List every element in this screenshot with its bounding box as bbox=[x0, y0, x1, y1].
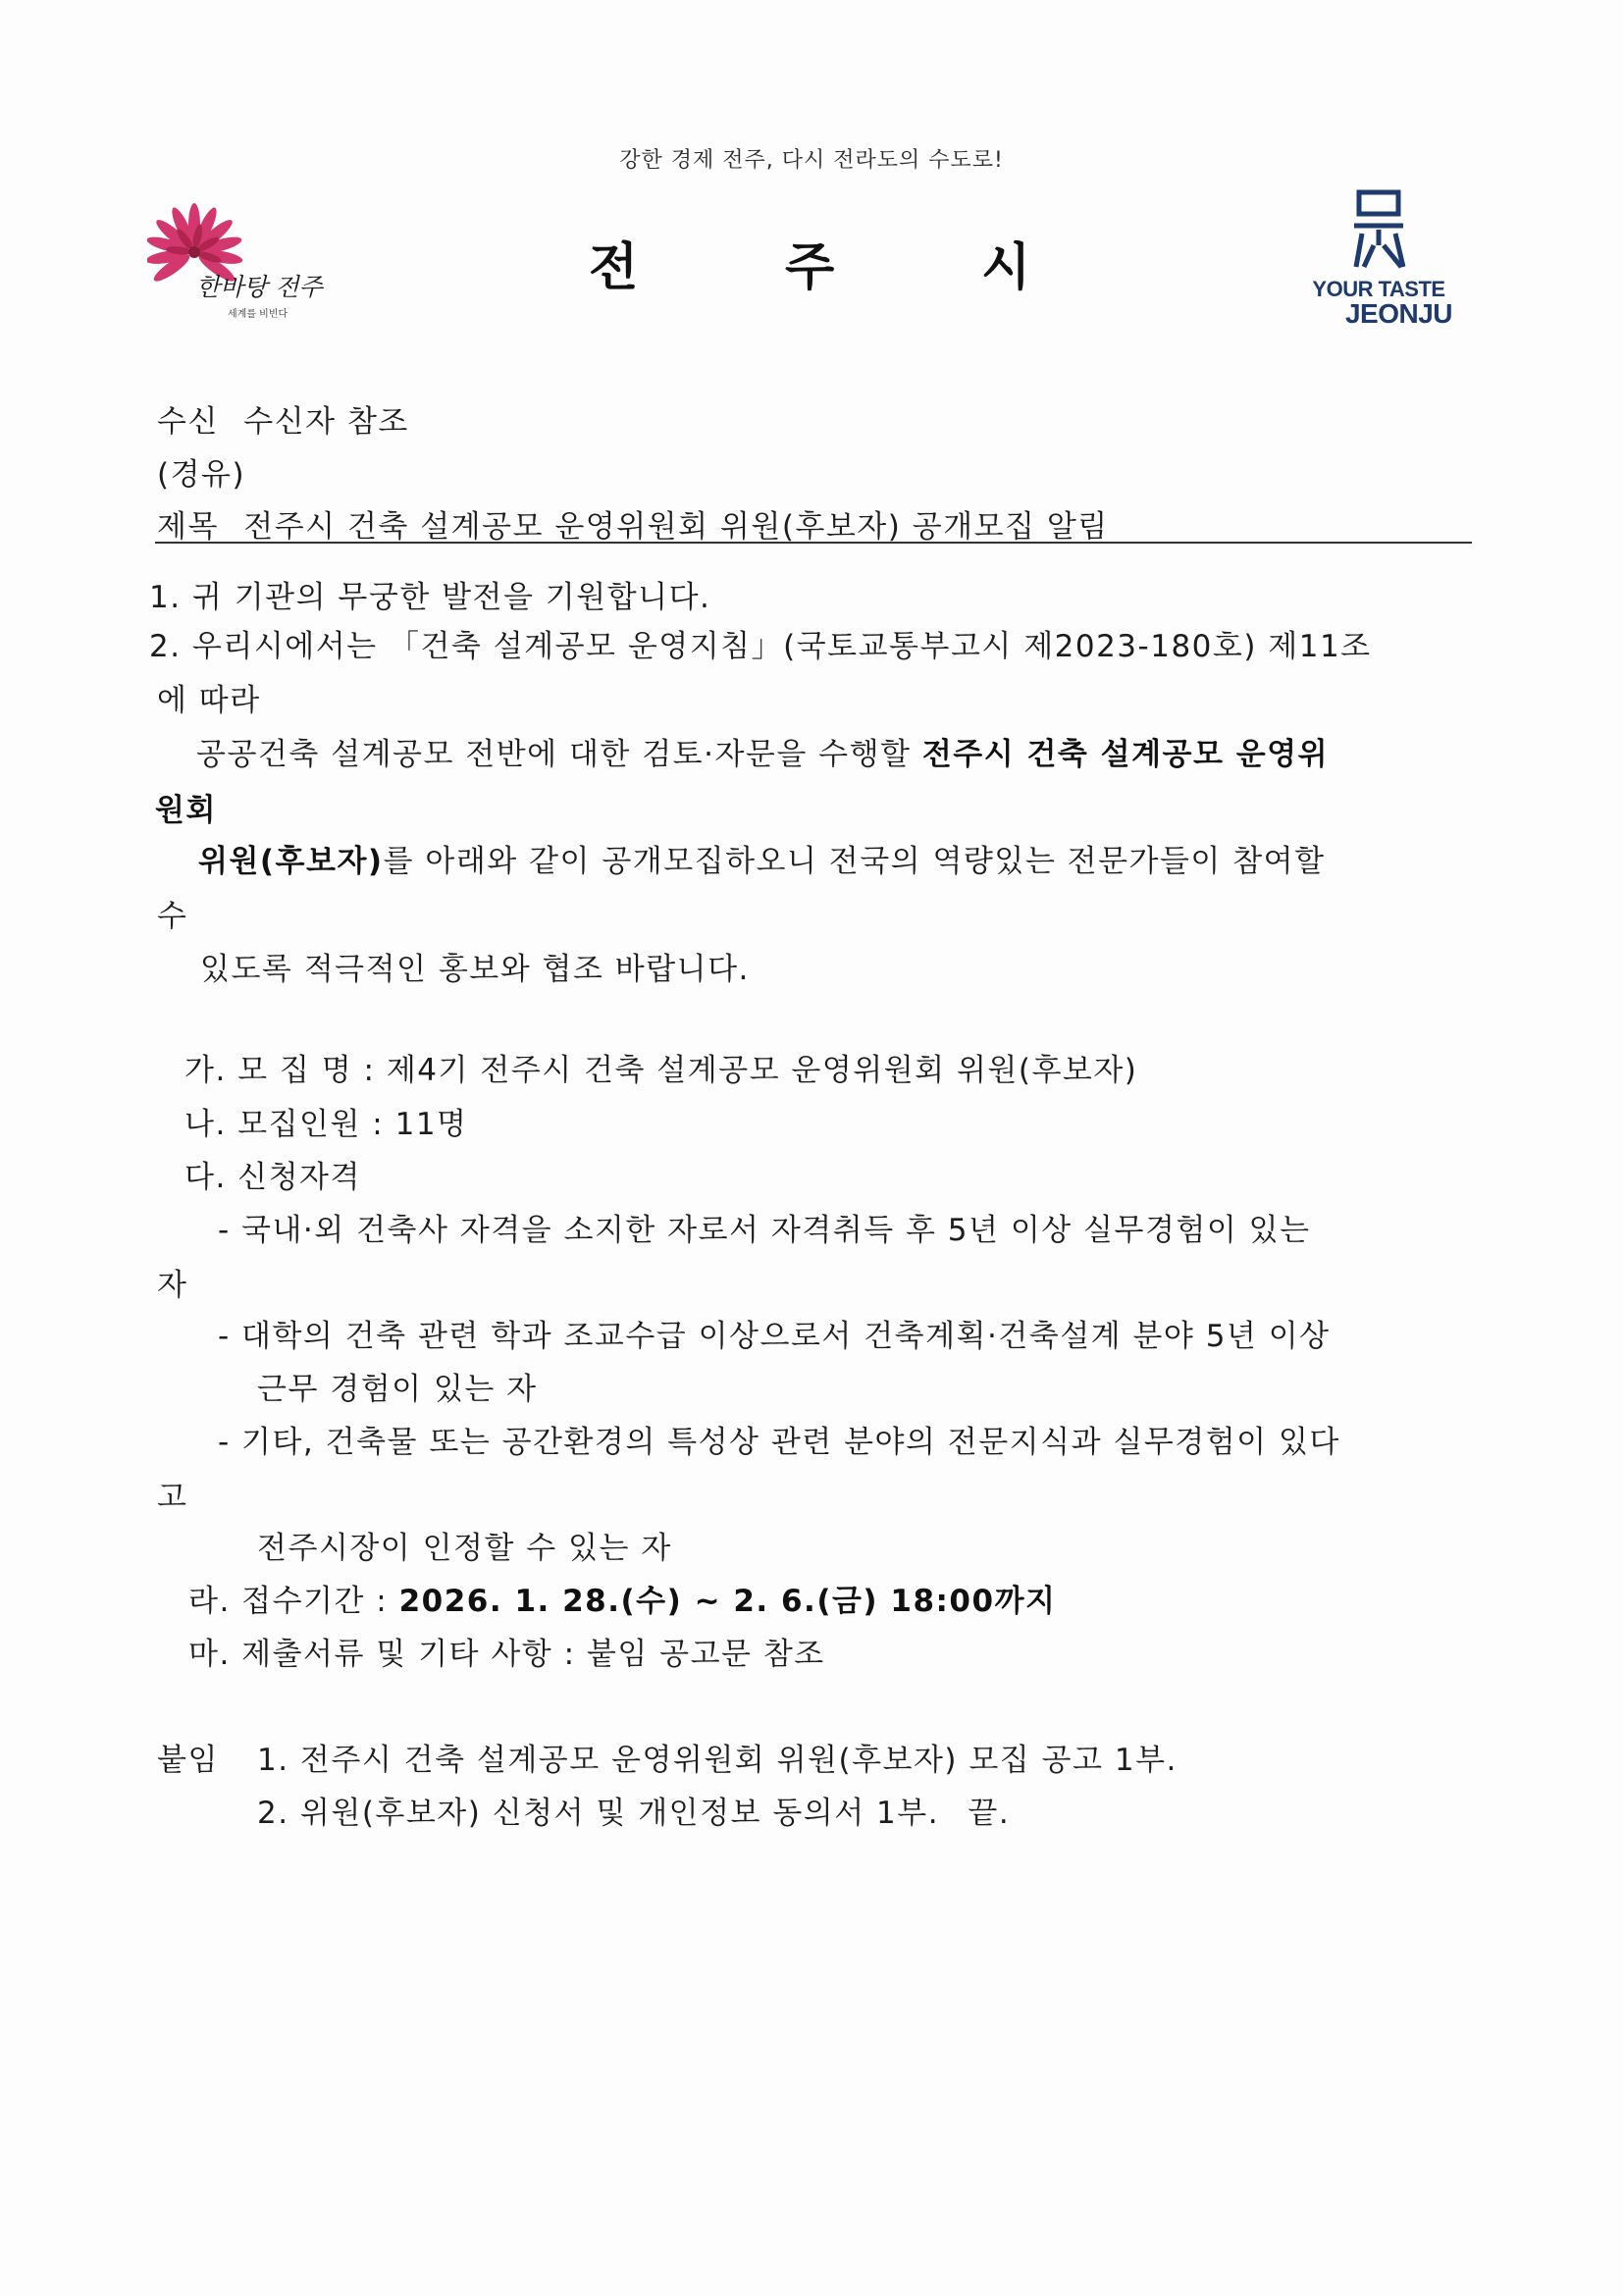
paragraph-2-line-3-text: 공공건축 설계공모 전반에 대한 검토·자문을 수행할 bbox=[196, 737, 922, 772]
logo-left-sub: 세계를 비빈다 bbox=[228, 309, 288, 320]
paragraph-1: 1. 귀 기관의 무궁한 발전을 기원합니다. bbox=[149, 580, 711, 615]
paragraph-2-line-3 bbox=[196, 729, 1329, 773]
item-da-1-cont: 자 bbox=[157, 1268, 188, 1303]
paragraph-2-line-5-bold: 위원(후보자) bbox=[198, 844, 384, 879]
attachment-item-1: 1. 전주시 건축 설계공모 운영위원회 위원(후보자) 모집 공고 1부. bbox=[257, 1743, 1178, 1778]
attachment-label: 붙임 bbox=[157, 1743, 219, 1778]
org-title-char-1: 전 bbox=[589, 238, 639, 297]
item-ra-label: 라. 접수기간 : bbox=[188, 1584, 399, 1619]
org-title-char-2: 주 bbox=[785, 238, 835, 297]
item-ra-value: 2026. 1. 28.(수) ~ 2. 6.(금) 18:00까지 bbox=[398, 1584, 1057, 1619]
subject-label: 제목 bbox=[157, 509, 219, 545]
item-da-3: - 기타, 건축물 또는 공간환경의 특성상 관련 분야의 전문지식과 실무경험이 있다 bbox=[218, 1425, 1340, 1460]
jeonju-symbol-icon bbox=[1305, 186, 1452, 277]
subject-line bbox=[157, 501, 1109, 546]
recipient-line bbox=[157, 396, 409, 441]
item-da-2-cont: 근무 경험이 있는 자 bbox=[257, 1372, 538, 1407]
jeonju-flower-logo bbox=[147, 201, 323, 329]
subject-value: 전주시 건축 설계공모 운영위원회 위원(후보자) 공개모집 알림 bbox=[243, 509, 1109, 545]
logo-right-line2: JEONJU bbox=[1344, 298, 1452, 329]
paragraph-2-line-4: 원회 bbox=[155, 793, 217, 828]
item-da-1: - 국내·외 건축사 자격을 소지한 자로서 자격취득 후 5년 이상 실무경험이 있는 bbox=[218, 1213, 1311, 1248]
attachment-item-2-text: 2. 위원(후보자) 신청서 및 개인정보 동의서 1부. bbox=[257, 1796, 940, 1831]
paragraph-2-line-2: 에 따라 bbox=[157, 683, 261, 718]
paragraph-2-line-3-bold: 전주시 건축 설계공모 운영위 bbox=[921, 737, 1330, 772]
item-da-3-cont2: 전주시장이 인정할 수 있는 자 bbox=[257, 1531, 672, 1566]
subject-divider bbox=[155, 542, 1472, 544]
paragraph-2-line-7: 있도록 적극적인 홍보와 협조 바랍니다. bbox=[200, 952, 750, 987]
your-taste-jeonju-logo bbox=[1305, 186, 1452, 334]
item-ma: 마. 제출서류 및 기타 사항 : 붙임 공고문 참조 bbox=[188, 1637, 825, 1672]
org-title-char-3: 시 bbox=[981, 238, 1031, 297]
item-da-2: - 대학의 건축 관련 학과 조교수급 이상으로서 건축계획·건축설계 분야 5년 이상 bbox=[218, 1319, 1331, 1354]
paragraph-2-line-5-text: 를 아래와 같이 공개모집하오니 전국의 역량있는 전문가들이 참여할 bbox=[383, 844, 1326, 879]
end-mark: 끝. bbox=[968, 1796, 1011, 1831]
item-ra bbox=[188, 1576, 1056, 1620]
item-na: 나. 모집인원 : 11명 bbox=[184, 1107, 468, 1142]
item-da-3-cont: 고 bbox=[157, 1480, 188, 1515]
logo-right-line1: YOUR TASTE bbox=[1312, 277, 1445, 301]
item-ga: 가. 모 집 명 : 제4기 전주시 건축 설계공모 운영위원회 위원(후보자) bbox=[184, 1053, 1138, 1088]
paragraph-2-line-5 bbox=[198, 836, 1326, 880]
paragraph-2-line-1: 2. 우리시에서는 「건축 설계공모 운영지침」(국토교통부고시 제2023-180호) 제11조 bbox=[149, 629, 1372, 664]
slogan: 강한 경제 전주, 다시 전라도의 수도로! bbox=[619, 148, 1004, 173]
item-da: 다. 신청자격 bbox=[184, 1160, 361, 1195]
recipient-value: 수신자 참조 bbox=[243, 404, 409, 440]
logo-left-script: 한바탕 전주 bbox=[196, 273, 323, 301]
via-line: (경유) bbox=[157, 457, 246, 493]
paragraph-2-line-6: 수 bbox=[157, 899, 188, 934]
recipient-label: 수신 bbox=[157, 404, 219, 440]
attachment-item-2 bbox=[257, 1788, 1010, 1832]
